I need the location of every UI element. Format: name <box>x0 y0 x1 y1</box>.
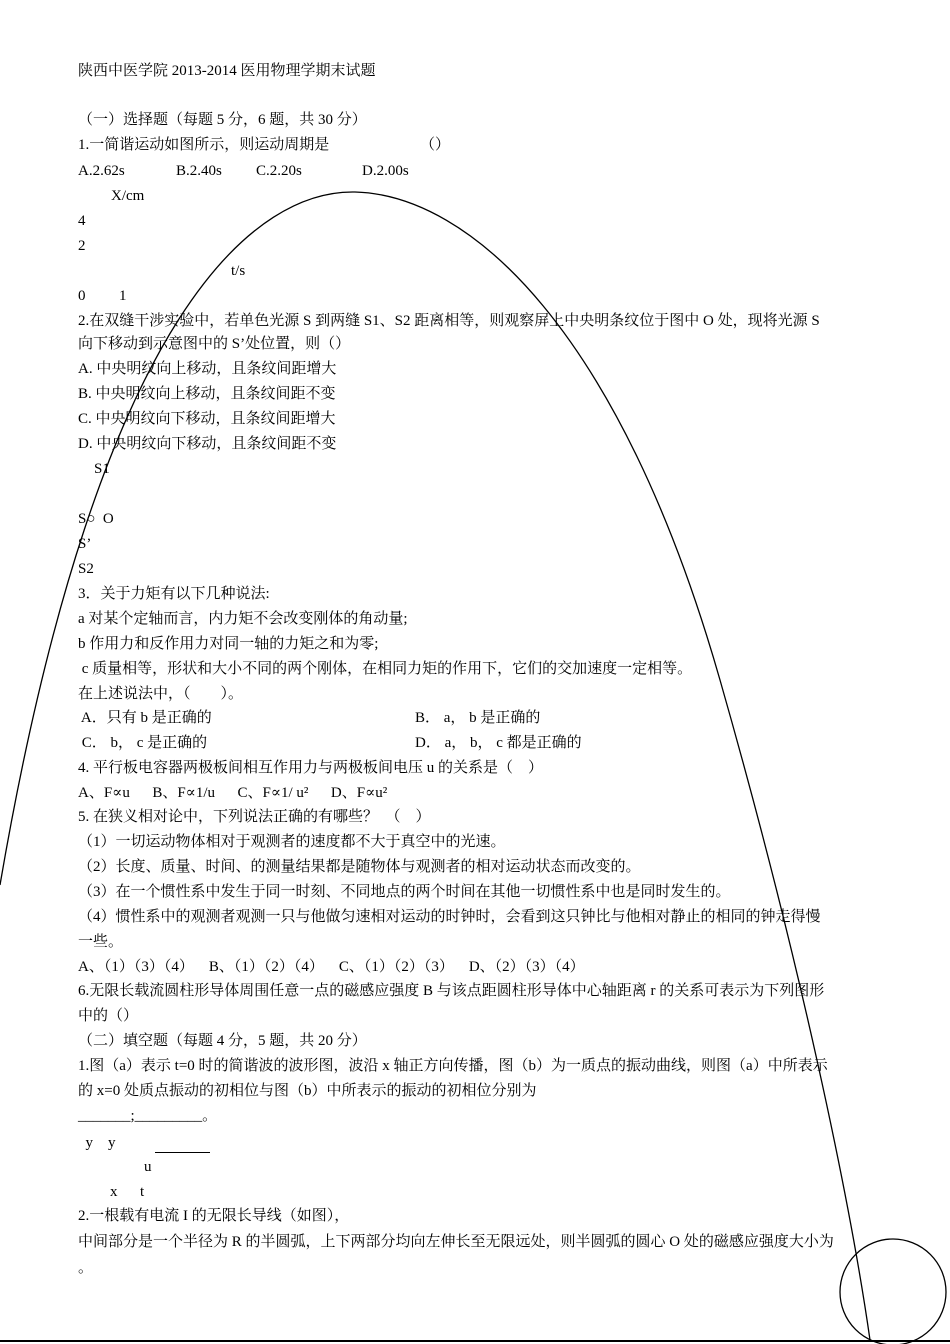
q2-option-c: C. 中央明纹向下移动，且条纹间距增大 <box>78 411 336 427</box>
q1-axis-t-label: t/s <box>231 263 246 279</box>
q5-statement-3: （3）在一个惯性系中发生于同一时刻、不同地点的两个时间在其他一切惯性系中也是同时发生的。 <box>78 884 731 900</box>
f1-figure-xt-labels: x t <box>110 1184 145 1200</box>
q3-statement-a: a 对某个定轴而言，内力矩不会改变刚体的角动量; <box>78 611 408 627</box>
f2-stem: 2.一根载有电流 I 的无限长导线（如图）， <box>78 1208 350 1224</box>
q1-tick-2: 2 <box>78 238 86 254</box>
q3-option-a: A．只有 b 是正确的 <box>78 710 212 726</box>
q5-statement-2: （2）长度、质量、时间、的测量结果都是随物体与观测者的相对运动状态而改变的。 <box>78 859 641 875</box>
f2-line3: 。 <box>78 1260 94 1276</box>
q2-label-s2: S2 <box>78 561 94 577</box>
section1-header: （一）选择题（每题 5 分，6 题，共 30 分） <box>78 112 367 128</box>
f1-stem-line2: 的 x=0 处质点振动的初相位与图（b）中所表示的振动的初相位分别为 <box>78 1083 537 1099</box>
q5-stem: 5. 在狭义相对论中，下列说法正确的有哪些？ （ ） <box>78 809 431 825</box>
q3-option-c: C． b， c 是正确的 <box>78 735 208 751</box>
q1-tick-1: 1 <box>119 288 127 304</box>
q2-stem-line1: 2.在双缝干涉实验中，若单色光源 S 到两缝 S1、S2 距离相等，则观察屏上中央明条纹位于图中 O 处，现将光源 S <box>78 313 820 329</box>
q2-label-s-prime: S’ <box>78 536 92 552</box>
q1-option-c: C.2.20s <box>256 163 302 179</box>
q3-prompt: 在上述说法中，（ ）。 <box>78 686 244 702</box>
semicircle-wire-figure <box>840 1239 946 1344</box>
page-bottom-border <box>0 1340 950 1342</box>
q5-statement-4-line2: 一些。 <box>78 934 124 950</box>
q4-stem: 4. 平行板电容器两极板间相互作用力与两极板间电压 u 的关系是（ ） <box>78 760 544 776</box>
q1-tick-4: 4 <box>78 213 86 229</box>
q4-options: A、F∝u B、F∝1/u C、F∝1/ u² D、F∝u² <box>78 785 388 801</box>
q2-option-b: B. 中央明纹向上移动，且条纹间距不变 <box>78 386 336 402</box>
q5-statement-4-line1: （4）惯性系中的观测者观测一只与他做匀速相对运动的时钟时，会看到这只钟比与他相对静止的相同的钟走得慢 <box>78 909 821 925</box>
q5-statement-1: （1）一切运动物体相对于观测者的速度都不大于真空中的光速。 <box>78 834 506 850</box>
q3-statement-c: c 质量相等，形状和大小不同的两个刚体，在相同力矩的作用下，它们的交加速度一定相等。 <box>78 661 693 677</box>
q2-option-d: D. 中央明纹向下移动，且条纹间距不变 <box>78 436 337 452</box>
q3-option-d: D． a， b， c 都是正确的 <box>415 735 582 751</box>
q6-stem-line1: 6.无限长载流圆柱形导体周围任意一点的磁感应强度 B 与该点距圆柱形导体中心轴距离 r 的关系可表示为下列图形 <box>78 983 825 999</box>
section2-header: （二）填空题（每题 4 分，5 题，共 20 分） <box>78 1033 367 1049</box>
f1-figure-u-label: u <box>144 1159 152 1175</box>
q2-label-s-o: S○ O <box>78 511 114 527</box>
f2-line2: 中间部分是一个半径为 R 的半圆弧，上下两部分均向左伸长至无限远处，则半圆弧的圆心 O 处的磁感应强度大小为 <box>78 1234 834 1250</box>
q1-option-d: D.2.00s <box>362 163 409 179</box>
q1-bracket: （） <box>420 137 451 153</box>
q3-option-b: B． a， b 是正确的 <box>415 710 541 726</box>
f1-figure-y-labels: y y <box>78 1135 116 1151</box>
q1-axis-y-label: X/cm <box>111 188 145 204</box>
q3-stem: 3．关于力矩有以下几种说法: <box>78 586 270 602</box>
q2-stem-line2: 向下移动到示意图中的 S’处位置，则（） <box>78 336 351 352</box>
q1-stem: 1.一简谐运动如图所示，则运动周期是 <box>78 137 330 153</box>
q1-tick-0: 0 <box>78 288 86 304</box>
q1-option-a: A.2.62s <box>78 163 125 179</box>
f1-answer-blanks: _______;_________。 <box>78 1108 218 1124</box>
q6-stem-line2: 中的（） <box>78 1008 139 1024</box>
q3-statement-b: b 作用力和反作用力对同一轴的力矩之和为零; <box>78 636 379 652</box>
q2-label-s1: S1 <box>94 461 110 477</box>
q2-option-a: A. 中央明纹向上移动，且条纹间距增大 <box>78 361 337 377</box>
q5-options: A、（1）（3）（4） B、（1）（2）（4） C、（1）（2）（3） D、（2）（3）（4） <box>78 959 585 975</box>
f1-figure-line <box>155 1152 210 1153</box>
q1-option-b: B.2.40s <box>176 163 222 179</box>
exam-title: 陕西中医学院 2013-2014 医用物理学期末试题 <box>78 63 376 79</box>
f1-stem-line1: 1.图（a）表示 t=0 时的简谐波的波形图，波沿 x 轴正方向传播，图（b）为一质点的振动曲线，则图（a）中所表示 <box>78 1058 828 1074</box>
